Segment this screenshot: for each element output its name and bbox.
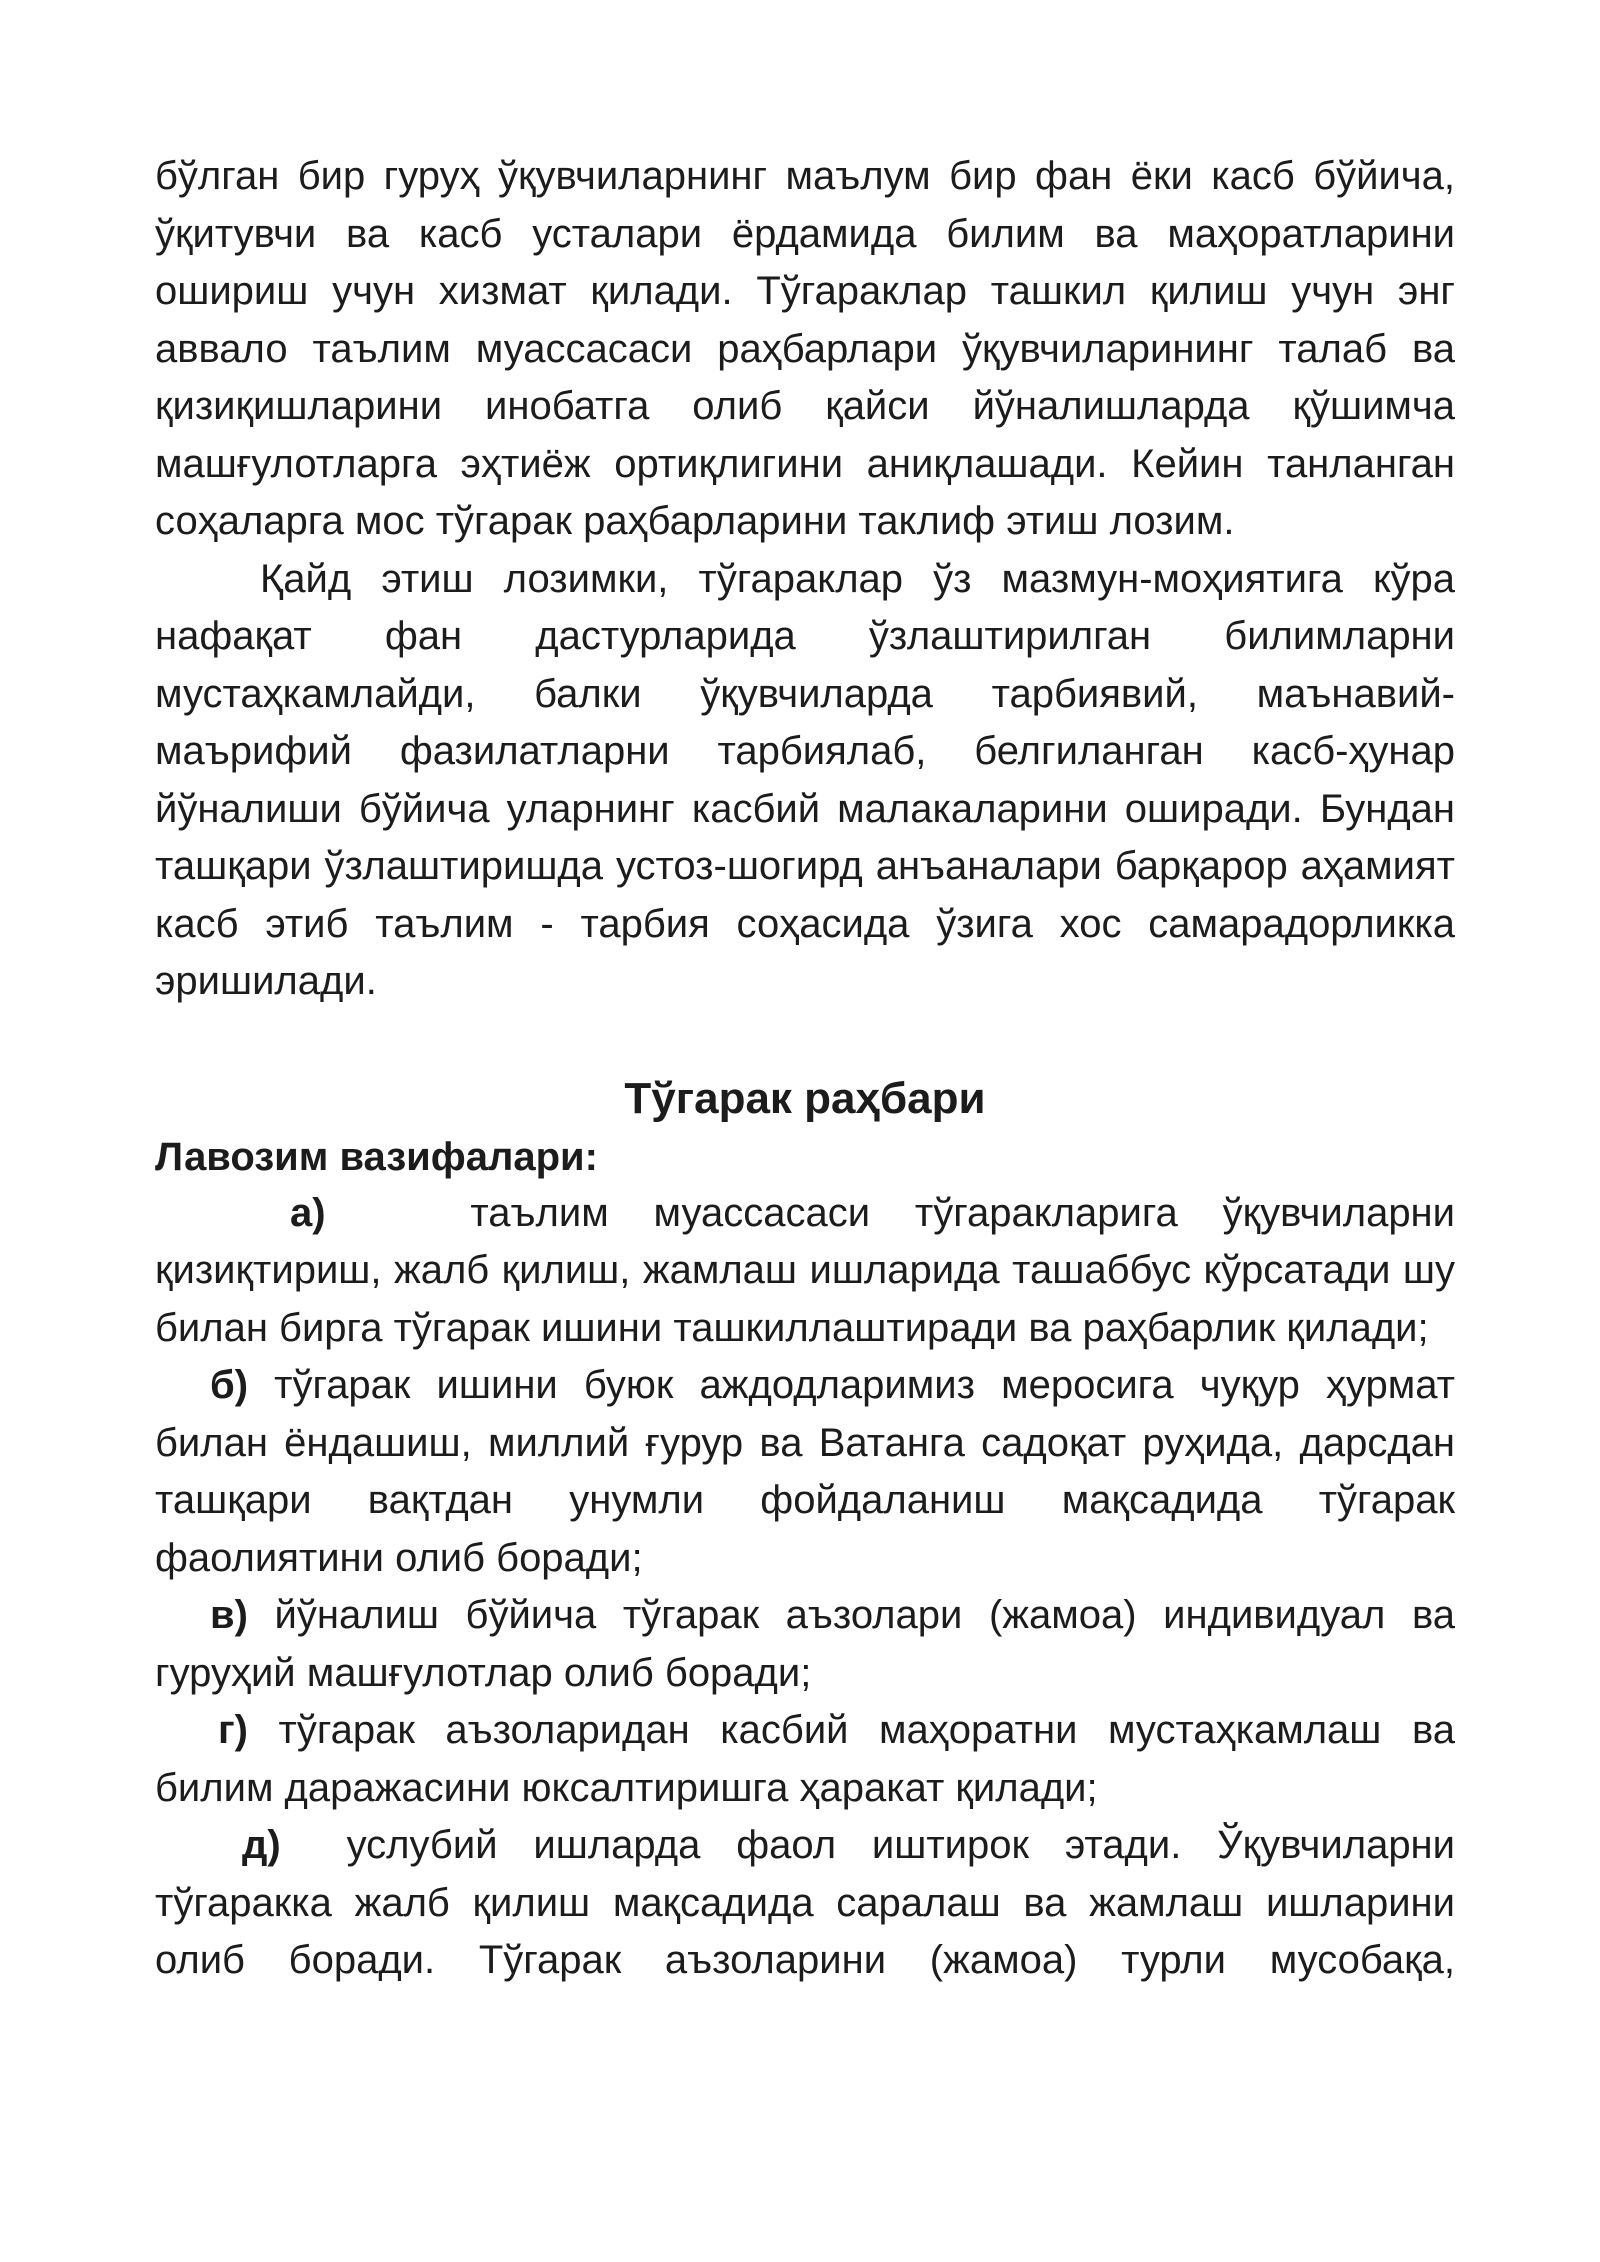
duty-item-letter: г) — [218, 1708, 248, 1752]
section-subtitle: Лавозим вазифалари: — [155, 1134, 598, 1179]
duty-item-text: тўгарак ишини буюк аждодларимиз меросига чуқур ҳурмат билан ёндашиш, миллий ғурур ва Ватанга садоқат руҳида, дарсдан ташқари вақтдан унумли фойдаланиш мақсадида тўгарак фаолиятини олиб боради; — [155, 1363, 1455, 1580]
duty-item-letter: б) — [210, 1363, 249, 1407]
duty-item-v — [155, 1587, 1455, 1702]
duty-item-text: таълим муассасаси тўгаракларига ўқувчиларни қизиқтириш, жалб қилиш, жамлаш ишларида ташаббус кўрсатади шу билан бирга тўгарак ишини ташкиллаштиради ва раҳбарлик қилади; — [155, 1190, 1455, 1350]
section-title: Тўгарак раҳбари — [624, 1073, 986, 1123]
duty-item-letter: д) — [242, 1823, 281, 1867]
duty-item-text: тўгарак аъзоларидан касбий маҳоратни мустаҳкамлаш ва билим даражасини юксалтиришга ҳаракат қилади; — [155, 1708, 1455, 1810]
duty-item-a — [155, 1185, 1455, 1358]
duty-item-text: услубий ишларда фаол иштирок этади. Ўқувчиларни тўгаракка жалб қилиш мақсадида саралаш ва жамлаш ишларини олиб боради. Тўгарак аъзоларини (жамоа) турли мусобақа, — [155, 1823, 1455, 1982]
duty-item-letter: в) — [210, 1593, 248, 1637]
duty-item-d — [155, 1817, 1455, 1990]
duty-item-g — [155, 1702, 1455, 1817]
duty-item-text: йўналиш бўйича тўгарак аъзолари (жамоа) индивидуал ва гуруҳий машғулотлар олиб боради; — [155, 1593, 1455, 1695]
duty-item-letter: а) — [290, 1190, 326, 1235]
paragraph-intro: бўлган бир гуруҳ ўқувчиларнинг маълум бир фан ёки касб бўйича, ўқитувчи ва касб усталари ёрдамида билим ва маҳоратларини ошириш учун хизмат қилади. Тўгараклар ташкил қилиш учун энг аввало таълим муассасаси раҳбарлари ўқувчиларининг талаб ва қизиқишларини инобатга олиб қайси йўналишларда қўшимча машғулотларга эҳтиёж ортиқлигини аниқлашади. Кейин танланган соҳаларга мос тўгарак раҳбарларини таклиф этиш лозим. — [155, 154, 1455, 543]
paragraph-note: Қайд этиш лозимки, тўгараклар ўз мазмун-моҳиятига кўра нафақат фан дастурларида ўзлаштирилган билимларни мустаҳкамлайди, балки ўқувчиларда тарбиявий, маънавий-маърифий фазилатларни тарбиялаб, белгиланган касб-ҳунар йўналиши бўйича уларнинг касбий малакаларини оширади. Бундан ташқари ўзлаштиришда устоз-шогирд анъаналари барқарор аҳамият касб этиб таълим - тарбия соҳасида ўзига хос самарадорликка эришилади. — [155, 556, 1455, 1003]
duty-item-b — [155, 1357, 1455, 1587]
document-page — [155, 148, 1455, 1990]
